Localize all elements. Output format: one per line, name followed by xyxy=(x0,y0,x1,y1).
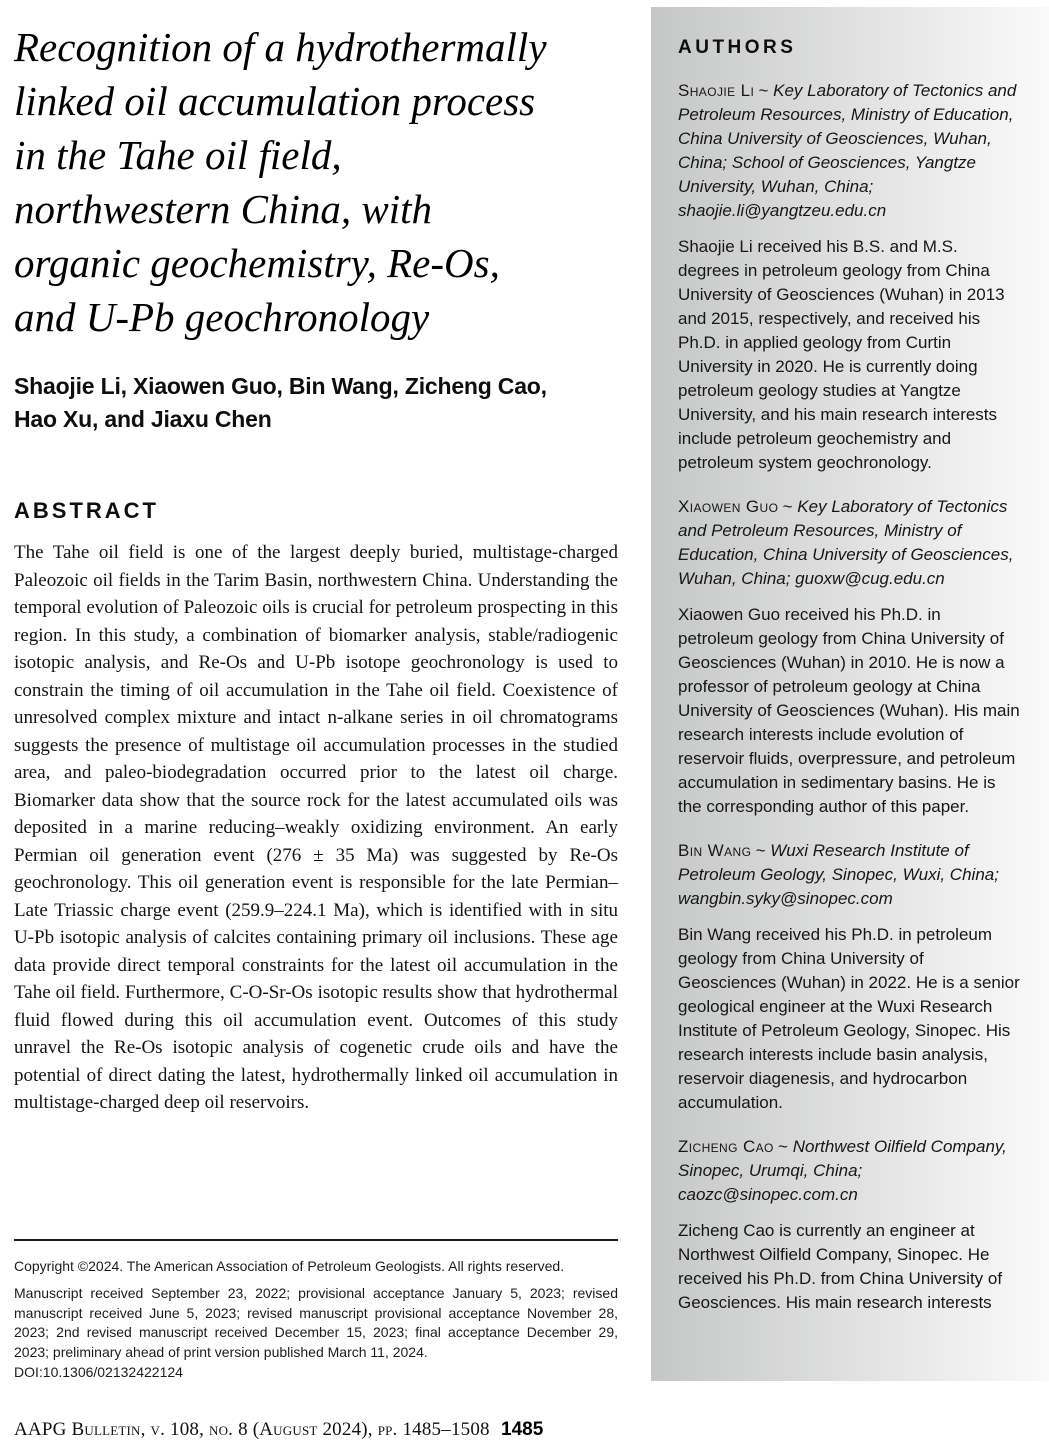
author-entry xyxy=(678,79,1020,475)
author-bio: Zicheng Cao is currently an engineer at Northwest Oilfield Company, Sinopec. He received his Ph.D. from China University of Geosciences. His main research interests xyxy=(678,1221,1003,1312)
title-line: organic geochemistry, Re-Os, xyxy=(14,240,500,286)
author-affiliation xyxy=(678,79,1020,223)
page-number: 1485 xyxy=(501,1419,544,1440)
article-title xyxy=(14,20,618,344)
manuscript-history: Manuscript received September 23, 2022; provisional acceptance January 5, 2023; revised manuscript received June 5, 2023; revised manuscript provisional acceptance November 28, 2023; 2nd revised manuscript received December 15, 2023; final acceptance December 29, 2023; preliminary ahead of print version published March 11, 2024. xyxy=(14,1285,618,1360)
copyright-notice: Copyright ©2024. The American Association of Petroleum Geologists. All rights reserved. xyxy=(14,1258,565,1274)
tilde-separator: ~ xyxy=(777,1137,788,1156)
article-byline xyxy=(14,370,618,436)
front-matter-block xyxy=(14,1239,618,1383)
byline-line: Hao Xu, and Jiaxu Chen xyxy=(14,406,272,432)
authors-sidebar xyxy=(651,7,1049,1381)
tilde-separator: ~ xyxy=(755,841,766,860)
author-name: Xiaowen Guo xyxy=(678,497,779,516)
journal-citation: AAPG Bulletin, v. 108, no. 8 (August 2024), pp. 1485–1508 xyxy=(14,1419,490,1440)
tilde-separator: ~ xyxy=(758,81,769,100)
author-bio: Bin Wang received his Ph.D. in petroleum geology from China University of Geosciences (Wuhan) in 2022. He is a senior geological engineer at the Wuxi Research Institute of Petroleum Geology, Sinopec. His research interests include basin analysis, reservoir diagenesis, and hydrocarbon accumulation. xyxy=(678,925,1020,1112)
title-line: Recognition of a hydrothermally xyxy=(14,24,547,70)
affiliation-text: Key Laboratory of Tectonics and Petroleum Resources, Ministry of Education, China University of Geosciences, Wuhan, China; guoxw@cug.edu.cn xyxy=(678,497,1014,588)
title-line: northwestern China, with xyxy=(14,186,433,232)
author-entry xyxy=(678,495,1020,819)
affiliation-text: Key Laboratory of Tectonics and Petroleum Resources, Ministry of Education, China University of Geosciences, Wuhan, China; School of Geosciences, Yangtze University, Wuhan, China; shaojie.li@yangtzeu.edu.cn xyxy=(678,81,1017,220)
author-affiliation xyxy=(678,1135,1020,1207)
affiliation-text: Wuxi Research Institute of Petroleum Geology, Sinopec, Wuxi, China; wangbin.syky@sinopec.com xyxy=(678,841,999,908)
author-bio: Xiaowen Guo received his Ph.D. in petroleum geology from China University of Geosciences (Wuhan) in 2010. He is now a professor of petroleum geology at China University of Geosciences (Wuhan). His main research interests include evolution of reservoir fluids, overpressure, and petroleum accumulation in sedimentary basins. He is the corresponding author of this paper. xyxy=(678,605,1020,816)
authors-heading: AUTHORS xyxy=(678,37,797,58)
title-line: and U-Pb geochronology xyxy=(14,294,430,340)
abstract-heading: ABSTRACT xyxy=(14,498,159,523)
affiliation-text: Northwest Oilfield Company, Sinopec, Urumqi, China; caozc@sinopec.com.cn xyxy=(678,1137,1007,1204)
authors-list xyxy=(678,79,1020,1315)
author-name: Bin Wang xyxy=(678,841,752,860)
author-affiliation xyxy=(678,839,1020,911)
page-footer xyxy=(14,1419,618,1447)
author-entry xyxy=(678,1135,1020,1315)
byline-line: Shaojie Li, Xiaowen Guo, Bin Wang, Zicheng Cao, xyxy=(14,373,547,399)
title-line: in the Tahe oil field, xyxy=(14,132,342,178)
title-line: linked oil accumulation process xyxy=(14,78,536,124)
author-name: Zicheng Cao xyxy=(678,1137,774,1156)
article-column xyxy=(14,0,618,1117)
author-affiliation xyxy=(678,495,1020,591)
author-bio: Shaojie Li received his B.S. and M.S. degrees in petroleum geology from China University of Geosciences (Wuhan) in 2013 and 2015, respectively, and received his Ph.D. in applied geology from Curtin University in 2020. He is currently doing petroleum geology studies at Yangtze University, and his main research interests include petroleum geochemistry and petroleum system geochronology. xyxy=(678,237,1005,472)
author-entry xyxy=(678,839,1020,1115)
horizontal-rule xyxy=(14,1239,618,1241)
doi-line: DOI:10.1306/02132422124 xyxy=(14,1364,183,1380)
tilde-separator: ~ xyxy=(782,497,793,516)
abstract-text: The Tahe oil field is one of the largest deeply buried, multistage-charged Paleozoic oil fields in the Tarim Basin, northwestern China. Understanding the temporal evolution of Paleozoic oils is crucial for petroleum prospecting in this region. In this study, a combination of biomarker analysis, stable/radiogenic isotopic analysis, and Re-Os and U-Pb isotope geochronology is used to constrain the timing of oil accumulation in the Tahe oil field. Coexistence of unresolved complex mixture and intact n-alkane series in oil chromatograms suggests the presence of multistage oil accumulation processes in the studied area, and paleo-biodegradation occurred prior to the latest oil charge. Biomarker data show that the source rock for the latest accumulated oils was deposited in a marine reducing–weakly oxidizing environment. An early Permian oil generation event (276 ± 35 Ma) was suggested by Re-Os geochronology. This oil generation event is responsible for the late Permian–Late Triassic charge event (259.9–224.1 Ma), which is identified with in situ U-Pb isotopic analysis of calcites containing primary oil inclusions. These age data provide direct temporal constraints for the latest oil accumulation in the Tahe oil field. Furthermore, C-O-Sr-Os isotopic results show that hydrothermal fluid flowed during this oil accumulation event. Outcomes of this study unravel the Re-Os isotopic analysis of cogenetic crude oils and have the potential of direct dating the latest, hydrothermally linked oil accumulation in multistage-charged deep oil reservoirs. xyxy=(14,542,618,1113)
author-name: Shaojie Li xyxy=(678,81,755,100)
